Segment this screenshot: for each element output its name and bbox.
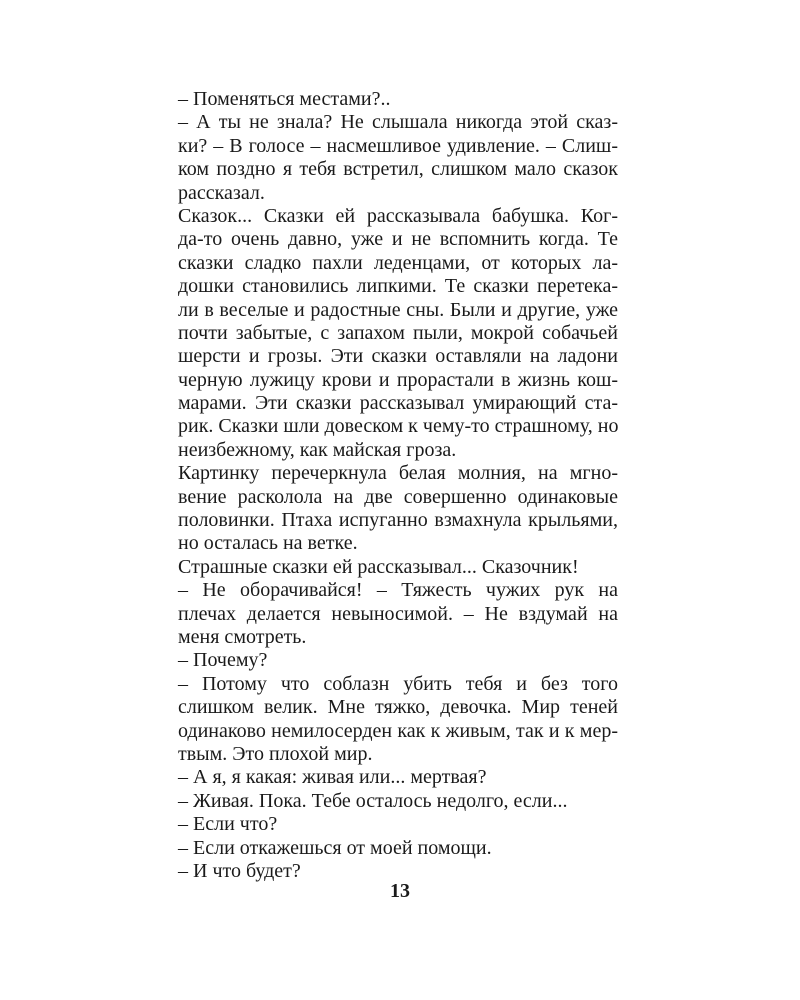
text-line: ком поздно я тебя встретил, слишком мало сказок <box>178 158 618 181</box>
text-line: – Если откажешься от моей помощи. <box>178 836 492 859</box>
text-line: – Потому что соблазн убить тебя и без того <box>178 672 618 695</box>
text-line: рик. Сказки шли довеском к чему-то страшному, но <box>178 415 619 438</box>
text-line: вение расколола на две совершенно одинаковые <box>178 485 618 508</box>
text-line: Страшные сказки ей рассказывал... Сказочник! <box>178 555 579 578</box>
text-line: меня смотреть. <box>178 625 307 648</box>
text-line: дошки становились липкими. Те сказки перетека- <box>178 275 618 298</box>
body-text <box>178 88 618 883</box>
text-line: Картинку перечеркнула белая молния, на мгно- <box>178 462 618 485</box>
text-line: – А я, я какая: живая или... мертвая? <box>178 766 487 789</box>
text-line: – Живая. Пока. Тебе осталось недолго, если... <box>178 789 568 812</box>
text-line: – И что будет? <box>178 859 301 882</box>
text-line: Сказок... Сказки ей рассказывала бабушка. Ког- <box>178 204 618 227</box>
text-line: да-то очень давно, уже и не вспомнить когда. Те <box>178 228 618 251</box>
text-line: – Поменяться местами?.. <box>178 88 391 110</box>
text-line: шерсти и грозы. Эти сказки оставляли на ладони <box>178 345 618 368</box>
text-line: плечах делается невыносимой. – Не вздумай на <box>178 602 618 625</box>
text-line: ки? – В голосе – насмешливое удивление. – Слиш- <box>178 134 618 157</box>
text-line: марами. Эти сказки рассказывал умирающий ста- <box>178 392 618 415</box>
text-line: – А ты не знала? Не слышала никогда этой сказ- <box>178 111 618 134</box>
text-line: – Если что? <box>178 813 278 836</box>
text-line: рассказал. <box>178 181 265 204</box>
page-number: 13 <box>390 880 410 902</box>
text-line: сказки сладко пахли леденцами, от которых ла- <box>178 251 618 274</box>
text-line: неизбежному, как майская гроза. <box>178 438 457 461</box>
text-line: половинки. Птаха испуганно взмахнула крыльями, <box>178 509 618 532</box>
text-line: твым. Это плохой мир. <box>178 742 373 765</box>
text-line: одинаково немилосерден как к живым, так и к мер- <box>178 719 618 742</box>
text-line: ли в веселые и радостные сны. Были и другие, уже <box>178 298 618 321</box>
text-line: почти забытые, с запахом пыли, мокрой собачьей <box>178 321 618 344</box>
text-line: – Не оборачивайся! – Тяжесть чужих рук на <box>178 579 618 602</box>
text-line: но осталась на ветке. <box>178 532 358 555</box>
text-line: черную лужицу крови и прорастали в жизнь кош- <box>178 368 618 391</box>
text-line: слишком велик. Мне тяжко, девочка. Мир теней <box>178 696 618 719</box>
text-line: – Почему? <box>178 649 268 672</box>
